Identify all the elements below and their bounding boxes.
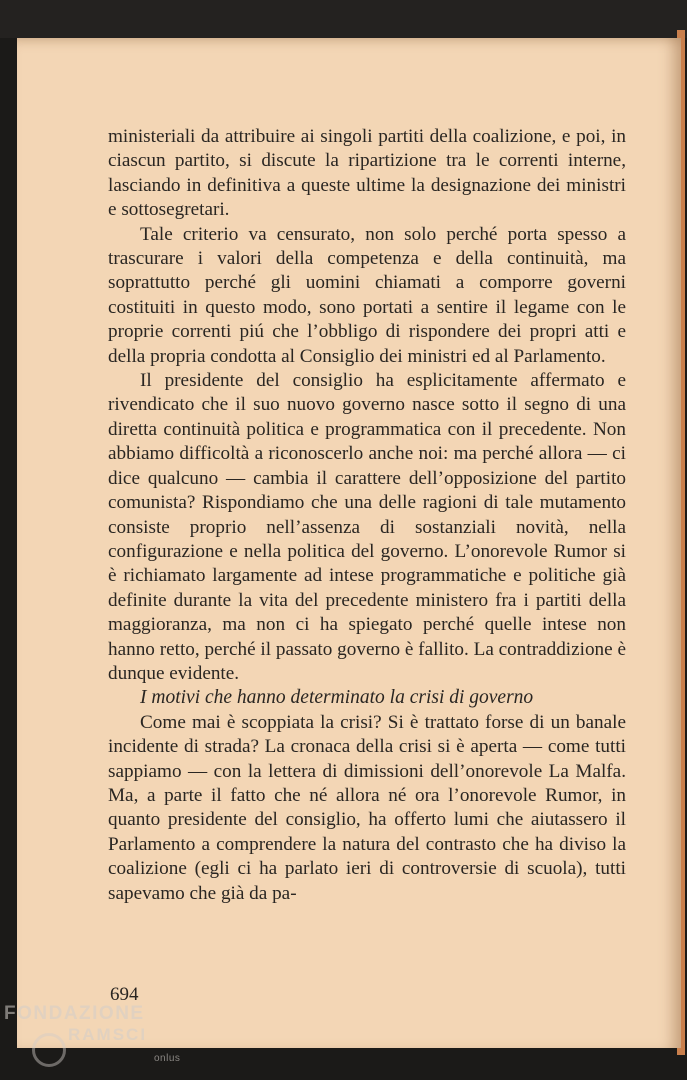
- page-body: [108, 125, 626, 906]
- watermark-line1: FONDAZIONE: [4, 1003, 145, 1024]
- page-number: 694: [110, 984, 139, 1005]
- paragraph-1: ministeriali da attribuire ai singoli partiti della coalizione, e poi, in ciascun partito, si discute la ripartizione tra le correnti interne, lasciando in definitiva a queste ultime la designazione dei ministri e sottosegretari.: [108, 126, 626, 221]
- gramsci-g-logo-icon: [32, 1033, 66, 1067]
- paragraph-3: Il presidente del consiglio ha esplicitamente affermato e rivendicato che il suo nuovo governo nasce sotto il segno di una diretta continuità politica e programmatica con il precedente. Non abbiamo difficoltà a riconoscerlo anche noi: ma perché allora — ci dice qualcuno — cambia il carattere dell’opposizione del partito comunista? Rispondiamo che una delle ragioni di tale mutamento consiste proprio nell’assenza di sostanziali novità, nella configurazione e nella politica del governo. L’onorevole Rumor si è richiamato largamente ad intese programmatiche e politiche già definite durante la vita del precedente ministero fra i partiti della maggioranza, ma non ci ha spiegato perché quelle intese non hanno retto, perché il passato governo è fallito. La contraddizione è dunque evidente.: [108, 370, 626, 684]
- section-heading: I motivi che hanno determinato la crisi di governo: [140, 687, 534, 709]
- paragraph-4: Come mai è scoppiata la crisi? Si è trattato forse di un banale incidente di strada? La cronaca della crisi si è aperta — come tutti sappiamo — con la lettera di dimissioni dell’onorevole La Malfa. Ma, a parte il fatto che né allora né ora l’onorevole Rumor, in quanto presidente del consiglio, ha offerto lumi che aiutassero il Parlamento a comprendere la natura del contrasto che ha diviso la coalizione (egli ci ha parlato ieri di controversie di scuola), tutti sapevamo che già da pa-: [108, 711, 626, 904]
- scan-background-top: [0, 0, 687, 38]
- fondazione-gramsci-watermark: [4, 1003, 181, 1064]
- paragraph-2: Tale criterio va censurato, non solo perché porta spesso a trascurare i valori della competenza e della continuità, ma soprattutto perché gli uomini chiamati a comporre governi costituiti in questo modo, sono portati a sentire il legame con le proprie correnti piú che l’obbligo di rispondere dei propri atti e della propria condotta al Consiglio dei ministri ed al Parlamento.: [108, 223, 626, 367]
- watermark-suffix: onlus: [154, 1053, 181, 1064]
- watermark-line2: RAMSCI: [68, 1025, 148, 1044]
